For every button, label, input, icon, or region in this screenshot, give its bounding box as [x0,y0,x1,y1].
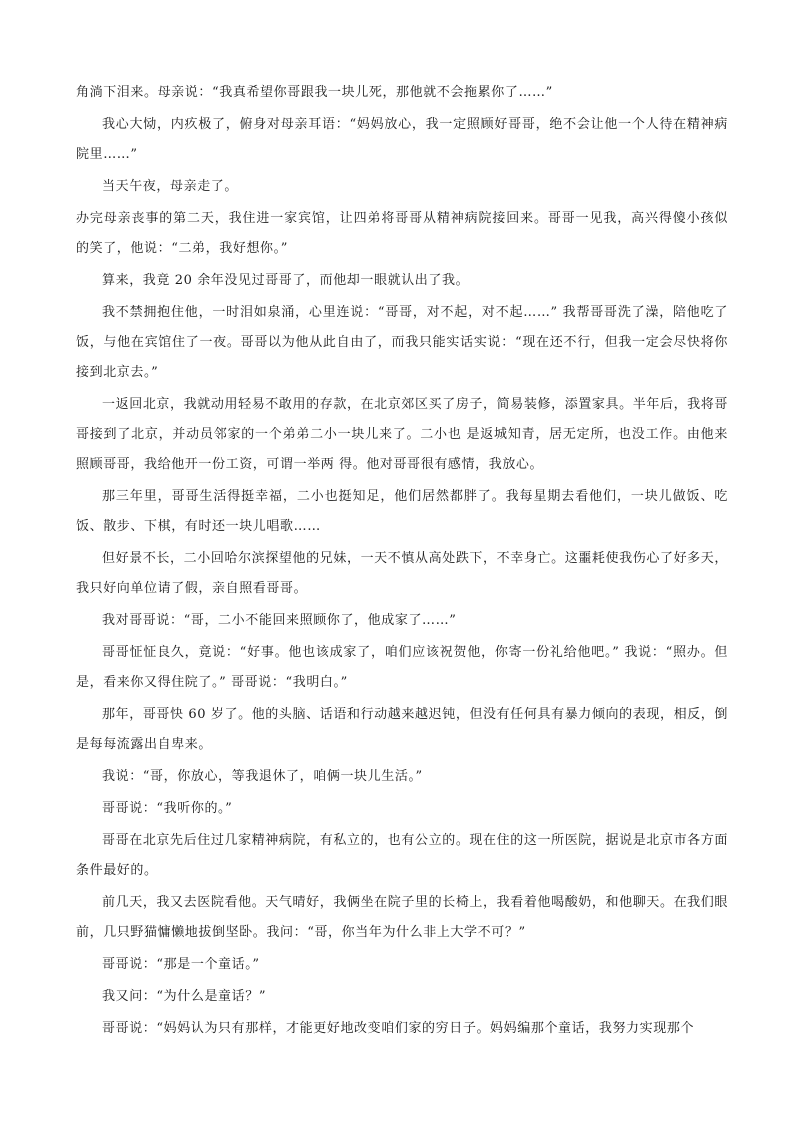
paragraph: 前几天，我又去医院看他。天气晴好，我俩坐在院子里的长椅上，我看着他喝酸奶，和他聊天。在我们眼前，几只野猫慵懒地拔倒坚卧。我问：“哥，你当年为什么非上大学不可？” [76,895,728,940]
paragraph: 哥哥怔怔良久，竟说：“好事。他也该成家了，咱们应该祝贺他，你寄一份礼给他吧。” 我说：“照办。但是，看来你又得住院了。” 哥哥说：“我明白。” [76,645,728,690]
paragraph: 那年，哥哥快 60 岁了。他的头脑、话语和行动越来越迟钝，但没有任何具有暴力倾向的表现，相反，倒是每每流露出自卑来。 [76,707,728,752]
article-body [76,78,728,1044]
paragraph: 我又问：“为什么是童话？” [102,989,267,1004]
paragraph: 角淌下泪来。母亲说：“我真希望你哥跟我一块儿死，那他就不会拖累你了……” [76,85,553,100]
paragraph: 那三年里，哥哥生活得挺幸福，二小也挺知足，他们居然都胖了。我每星期去看他们，一块儿做饭、吃饭、散步、下棋，有时还一块儿唱歌…… [76,489,728,534]
paragraph: 一返回北京，我就动用轻易不敢用的存款，在北京郊区买了房子，简易装修，添置家具。半年后，我将哥哥接到了北京，并动员邻家的一个弟弟二小一块儿来了。二小也 是返城知青，居无定所，也没工作。由他来照顾哥哥，我给他开一份工资，可谓一举两 得。他对哥哥很有感情，我放心。 [76,397,728,472]
paragraph: 哥哥说：“我听你的。” [102,801,233,816]
paragraph: 当天午夜，母亲走了。 [102,179,239,194]
paragraph: 我说：“哥，你放心，等我退休了，咱俩一块儿生活。” [102,769,423,784]
paragraph: 但好景不长，二小回哈尔滨探望他的兄妹，一天不慎从高处跌下，不幸身亡。这噩耗使我伤心了好多天，我只好向单位请了假，亲自照看哥哥。 [76,551,728,596]
paragraph: 算来，我竟 20 余年没见过哥哥了，而他却一眼就认出了我。 [102,273,470,288]
paragraph: 哥哥在北京先后住过几家精神病院，有私立的，也有公立的。现在住的这一所医院，据说是北京市各方面条件最好的。 [76,833,728,878]
paragraph: 办完母亲丧事的第二天，我住进一家宾馆，让四弟将哥哥从精神病院接回来。哥哥一见我，高兴得傻小孩似的笑了，他说：“二弟，我好想你。” [76,211,728,256]
paragraph: 我不禁拥抱住他，一时泪如泉涌，心里连说：“哥哥，对不起，对不起……” 我帮哥哥洗了澡，陪他吃了饭，与他在宾馆住了一夜。哥哥以为他从此自由了，而我只能实话实说：“现在还不行，但我一定会尽快将你接到北京去。” [76,305,728,380]
paragraph: 我对哥哥说：“哥，二小不能回来照顾你了，他成家了……” [102,613,457,628]
paragraph: 哥哥说：“那是一个童话。” [102,957,260,972]
paragraph: 哥哥说：“妈妈认为只有那样，才能更好地改变咱们家的穷日子。妈妈编那个童话，我努力实现那个 [102,1021,695,1036]
paragraph: 我心大恸，内疚极了，俯身对母亲耳语：“妈妈放心，我一定照顾好哥哥，绝不会让他一个人待在精神病院里……” [76,117,728,162]
